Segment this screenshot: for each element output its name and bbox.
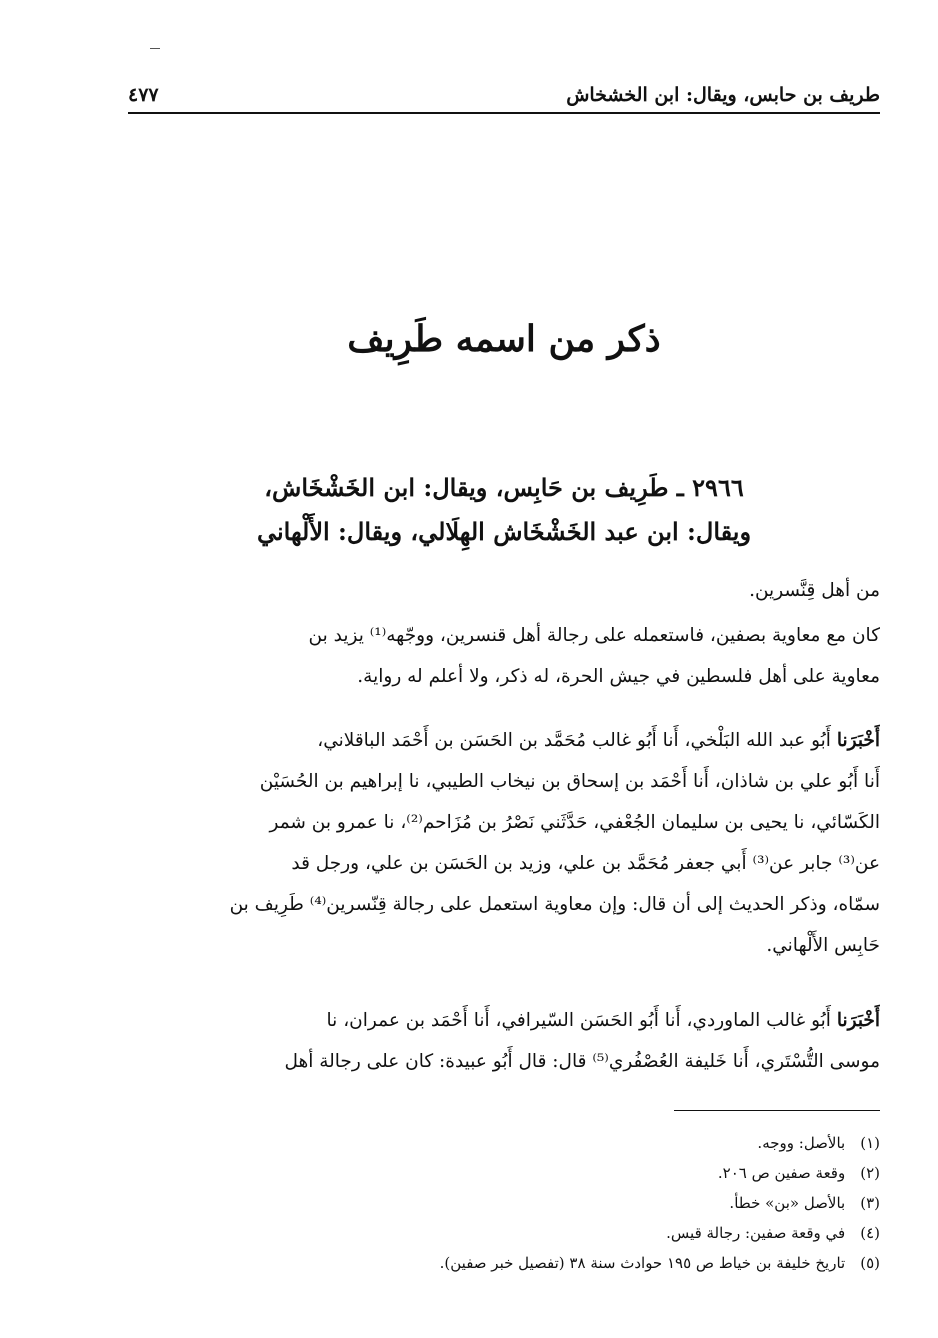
- text-fragment: أَبُو غالب الماوردي، أَنا أَبُو الحَسَن السّيرافي، أَنا أَحْمَد بن عمران، نا: [326, 1010, 831, 1031]
- text-line: موسى التُّسْتَري، أَنا خَليفة العُصْفُري⁽⁵⁾ قال: قال أَبُو عبيدة: كان على رجالة أهل: [284, 1051, 880, 1072]
- running-head-title: طريف بن حابس، ويقال: ابن الخشخاش: [566, 84, 880, 106]
- footnote-number: (٤): [860, 1224, 880, 1242]
- footnote-separator: [674, 1110, 880, 1111]
- footnote-text: وقعة صفين ص ٢٠٦.: [717, 1164, 846, 1182]
- footnotes: [280, 1128, 880, 1278]
- text-line: سمّاه، وذكر الحديث إلى أن قال: وإن معاوية استعمل على رجالة قِنّسرين⁽⁴⁾ طَرِيف بن: [229, 894, 880, 915]
- text-line: الكَسّائي، نا يحيى بن سليمان الجُعْفي، حَدَّثَني نَصْرُ بن مُزَاحم⁽²⁾، نا عمرو بن شمر: [269, 812, 880, 833]
- text-fragment: أَبُو عبد الله البَلْخي، أَنا أَبُو غالب مُحَمَّد بن الحَسَن بن أَحْمَد الباقلاني،: [317, 730, 831, 751]
- running-head: [128, 84, 880, 114]
- footnote-number: (٢): [860, 1164, 880, 1182]
- paragraph-biography: [128, 615, 880, 697]
- text-line: كان مع معاوية بصفين، فاستعمله على رجالة أهل قنسرين، ووجّهه⁽¹⁾ يزيد بن: [308, 625, 880, 646]
- footnote-number: (١): [860, 1134, 880, 1152]
- page-mark: [150, 48, 160, 49]
- paragraph-isnad-1: [128, 720, 880, 966]
- text-line: عن⁽³⁾ جابر عن⁽³⁾ أَبي جعفر مُحَمَّد بن علي، وزيد بن الحَسَن بن علي، ورجل قد: [291, 853, 880, 874]
- entry-heading-line-2: ويقال: ابن عبد الخَشْخَاش الهِلَالي، ويقال: الأَلْهاني: [256, 517, 752, 546]
- footnote-item: [280, 1218, 880, 1248]
- footnote-number: (٣): [860, 1194, 880, 1212]
- footnote-text: بالأصل: ووجه.: [757, 1134, 846, 1152]
- text-line: معاوية على أهل فلسطين في جيش الحرة، له ذكر، ولا أعلم له رواية.: [357, 666, 880, 687]
- text-line: [128, 720, 880, 761]
- footnote-text: تاريخ خليفة بن خياط ص ١٩٥ حوادث سنة ٣٨ (تفصيل خبر صفين).: [439, 1254, 846, 1272]
- akhbarana-keyword: أَخْبَرَنا: [836, 1010, 880, 1031]
- text-line: [128, 1000, 880, 1041]
- text-line: حَابِس الأَلْهاني.: [766, 935, 880, 956]
- akhbarana-keyword: أَخْبَرَنا: [836, 730, 880, 751]
- footnote-text: بالأصل «بن» خطأ.: [729, 1194, 846, 1212]
- footnote-item: [280, 1128, 880, 1158]
- origin-line: من أهل قِنَّسرين.: [749, 580, 880, 601]
- entry-heading: [128, 466, 880, 554]
- footnote-item: [280, 1248, 880, 1278]
- entry-heading-line-1: ٢٩٦٦ ـ طَرِيف بن حَابِس، ويقال: ابن الخَشْخَاش،: [264, 473, 744, 502]
- chapter-title: ذكر من اسمه طَرِيف: [347, 318, 661, 360]
- footnote-item: [280, 1158, 880, 1188]
- header-rule: [128, 112, 880, 114]
- text-line: أَنا أَبُو علي بن شاذان، أَنا أَحْمَد بن إسحاق بن نيخاب الطيبي، نا إبراهيم بن الحُسَيْن: [259, 771, 880, 792]
- footnote-text: في وقعة صفين: رجالة قيس.: [666, 1224, 846, 1242]
- page-number: ٤٧٧: [128, 84, 159, 106]
- paragraph-isnad-2: [128, 1000, 880, 1082]
- footnote-item: [280, 1188, 880, 1218]
- footnote-number: (٥): [860, 1254, 880, 1272]
- origin-paragraph: [128, 570, 880, 611]
